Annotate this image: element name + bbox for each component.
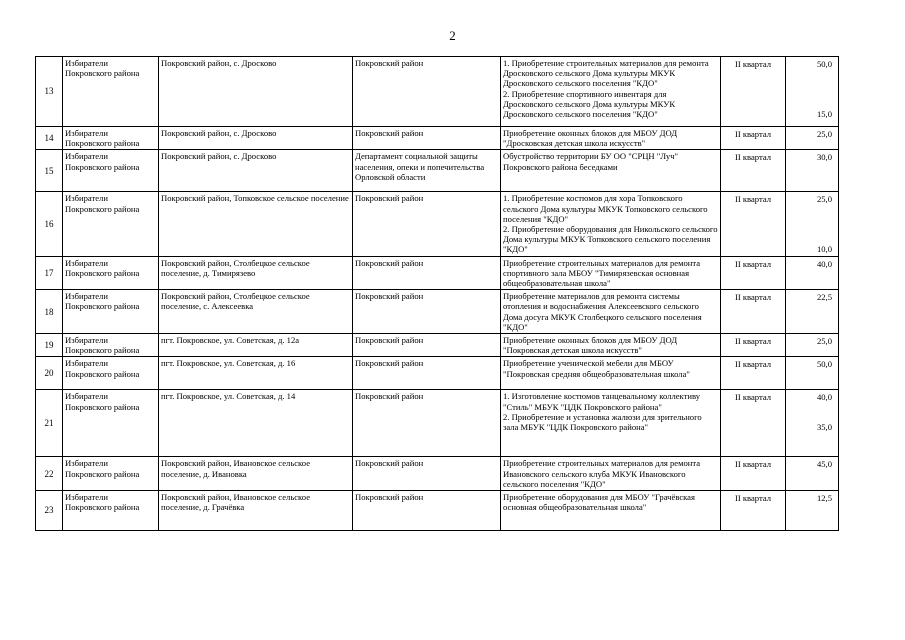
appeals-table <box>35 56 839 531</box>
table-row <box>36 457 839 491</box>
location-cell: пгт. Покровское, ул. Советская, д. 14 <box>159 390 353 457</box>
purpose-item: 1. Приобретение костюмов для хора Топковского сельского Дома культуры МКУК Топковского сельского поселения "КДО" <box>503 193 708 224</box>
page-number: 2 <box>449 28 456 43</box>
row-number-cell: 16 <box>36 192 63 256</box>
amount-value: 45,0 <box>816 459 832 470</box>
purpose-item: 2. Приобретение и установка жалюзи для зрительного зала МБУК "ЦДК Покровского района" <box>503 411 702 433</box>
purpose-cell <box>501 334 721 357</box>
amount-value: 25,0 <box>816 129 832 139</box>
amount-value: 25,0 <box>816 336 832 347</box>
location-cell: Покровский район, Столбецкое сельское поселение, д. Тимирязево <box>159 256 353 290</box>
purpose-item: Приобретение оборудования для МБОУ "Грачёвская основная общеобразовательная школа" <box>503 492 695 513</box>
purpose-item: 1. Приобретение строительных материалов для ремонта Дросковского сельского Дома культуры МКУК Дросковского сельского поселения "КДО" <box>503 58 709 89</box>
purpose-cell <box>501 256 721 290</box>
purpose-item: Приобретение материалов для ремонта системы отопления и водоснабжения Алексеевского сельского Дома досуга МКУК Столбецкого сельского поселения "КДО" <box>503 291 702 332</box>
table-row <box>36 150 839 192</box>
table-row <box>36 334 839 357</box>
amount-cell <box>786 457 839 491</box>
amount-value: 10,0 <box>816 244 832 255</box>
purpose-cell <box>501 127 721 150</box>
voters-cell: Избиратели Покровского района <box>63 57 159 127</box>
organization-cell: Покровский район <box>353 390 501 457</box>
location-cell: Покровский район, Ивановское сельское поселение, д. Ивановка <box>159 457 353 491</box>
amount-cell <box>786 357 839 390</box>
quarter-cell: II квартал <box>721 357 786 390</box>
organization-cell: Покровский район <box>353 290 501 334</box>
organization-cell: Покровский район <box>353 127 501 150</box>
voters-cell: Избиратели Покровского района <box>63 256 159 290</box>
organization-cell: Покровский район <box>353 192 501 256</box>
row-number-cell: 23 <box>36 491 63 531</box>
quarter-cell: II квартал <box>721 150 786 192</box>
quarter-cell: II квартал <box>721 457 786 491</box>
amount-cell <box>786 57 839 127</box>
row-number-cell: 19 <box>36 334 63 357</box>
voters-cell: Избиратели Покровского района <box>63 150 159 192</box>
amount-value: 15,0 <box>816 109 832 120</box>
amount-cell <box>786 290 839 334</box>
amount-value: 30,0 <box>816 152 832 163</box>
purpose-item: Приобретение ученической мебели для МБОУ "Покровская средняя общеобразовательная школа" <box>503 358 690 379</box>
table-row <box>36 491 839 531</box>
purpose-cell <box>501 290 721 334</box>
voters-cell: Избиратели Покровского района <box>63 334 159 357</box>
location-cell: Покровский район, Столбецкое сельское поселение, с. Алексеевка <box>159 290 353 334</box>
row-number-cell: 21 <box>36 390 63 457</box>
location-cell: Покровский район, Ивановское сельское поселение, д. Грачёвка <box>159 491 353 531</box>
quarter-cell: II квартал <box>721 57 786 127</box>
table-row <box>36 192 839 256</box>
table-row <box>36 256 839 290</box>
quarter-cell: II квартал <box>721 491 786 531</box>
organization-cell: Покровский район <box>353 491 501 531</box>
amount-value: 35,0 <box>816 422 832 433</box>
table-body <box>36 57 839 531</box>
purpose-cell <box>501 57 721 127</box>
location-cell: Покровский район, Топковское сельское поселение <box>159 192 353 256</box>
voters-cell: Избиратели Покровского района <box>63 127 159 150</box>
amount-value: 50,0 <box>816 359 832 370</box>
table-row <box>36 57 839 127</box>
amount-value: 40,0 <box>816 258 832 269</box>
purpose-item: 1. Изготовление костюмов танцевальному коллективу "Стиль" МБУК "ЦДК Покровского района" <box>503 391 701 412</box>
organization-cell: Департамент социальной защиты населения, опеки и попечительства Орловской области <box>353 150 501 192</box>
organization-cell: Покровский район <box>353 57 501 127</box>
quarter-cell: II квартал <box>721 192 786 256</box>
purpose-item: 2. Приобретение спортивного инвентаря для Дросковского сельского Дома культуры МКУК Дросковского сельского поселения "КДО" <box>503 88 676 120</box>
quarter-cell: II квартал <box>721 127 786 150</box>
purpose-item: Приобретение строительных материалов для ремонта спортивного зала МБОУ "Тимирязевская основная общеобразовательная школа" <box>503 257 701 289</box>
organization-cell: Покровский район <box>353 334 501 357</box>
amount-cell <box>786 192 839 256</box>
location-cell: Покровский район, с. Дросково <box>159 57 353 127</box>
row-number-cell: 15 <box>36 150 63 192</box>
row-number-cell: 20 <box>36 357 63 390</box>
quarter-cell: II квартал <box>721 256 786 290</box>
row-number-cell: 22 <box>36 457 63 491</box>
row-number-cell: 13 <box>36 57 63 127</box>
table-row <box>36 127 839 150</box>
purpose-cell <box>501 192 721 256</box>
quarter-cell: II квартал <box>721 334 786 357</box>
row-number-cell: 14 <box>36 127 63 150</box>
amount-cell <box>786 390 839 457</box>
table-row <box>36 390 839 457</box>
purpose-item: Обустройство территории БУ ОО "СРЦН "Луч" Покровского района беседками <box>503 151 679 172</box>
purpose-item: Приобретение оконных блоков для МБОУ ДОД "Покровская детская школа искусств" <box>503 335 678 356</box>
amount-cell <box>786 256 839 290</box>
table-row <box>36 290 839 334</box>
quarter-cell: II квартал <box>721 290 786 334</box>
purpose-item: 2. Приобретение оборудования для Никольского сельского Дома культуры МКУК Топковского сельского поселения "КДО" <box>503 224 718 255</box>
purpose-cell <box>501 357 721 390</box>
voters-cell: Избиратели Покровского района <box>63 457 159 491</box>
purpose-item: Приобретение оконных блоков для МБОУ ДОД "Дросковская детская школа искусств" <box>503 128 678 149</box>
amount-value: 25,0 <box>816 194 832 205</box>
quarter-cell: II квартал <box>721 390 786 457</box>
amount-cell <box>786 150 839 192</box>
amount-cell <box>786 334 839 357</box>
purpose-cell <box>501 457 721 491</box>
voters-cell: Избиратели Покровского района <box>63 491 159 531</box>
amount-value: 12,5 <box>816 493 832 504</box>
location-cell: Покровский район, с. Дросково <box>159 127 353 150</box>
purpose-cell <box>501 390 721 457</box>
row-number-cell: 17 <box>36 256 63 290</box>
amount-value: 22,5 <box>816 292 832 303</box>
voters-cell: Избиратели Покровского района <box>63 192 159 256</box>
purpose-item: Приобретение строительных материалов для ремонта Ивановского сельского клуба МКУК Ивановского сельского поселения "КДО" <box>503 458 701 489</box>
purpose-cell <box>501 150 721 192</box>
voters-cell: Избиратели Покровского района <box>63 357 159 390</box>
amount-cell <box>786 491 839 531</box>
organization-cell: Покровский район <box>353 256 501 290</box>
purpose-cell <box>501 491 721 531</box>
location-cell: Покровский район, с. Дросково <box>159 150 353 192</box>
organization-cell: Покровский район <box>353 457 501 491</box>
row-number-cell: 18 <box>36 290 63 334</box>
amount-value: 50,0 <box>816 59 832 69</box>
location-cell: пгт. Покровское, ул. Советская, д. 16 <box>159 357 353 390</box>
organization-cell: Покровский район <box>353 357 501 390</box>
table-row <box>36 357 839 390</box>
voters-cell: Избиратели Покровского района <box>63 390 159 457</box>
amount-cell <box>786 127 839 150</box>
amount-value: 40,0 <box>816 392 832 403</box>
voters-cell: Избиратели Покровского района <box>63 290 159 334</box>
location-cell: пгт. Покровское, ул. Советская, д. 12а <box>159 334 353 357</box>
